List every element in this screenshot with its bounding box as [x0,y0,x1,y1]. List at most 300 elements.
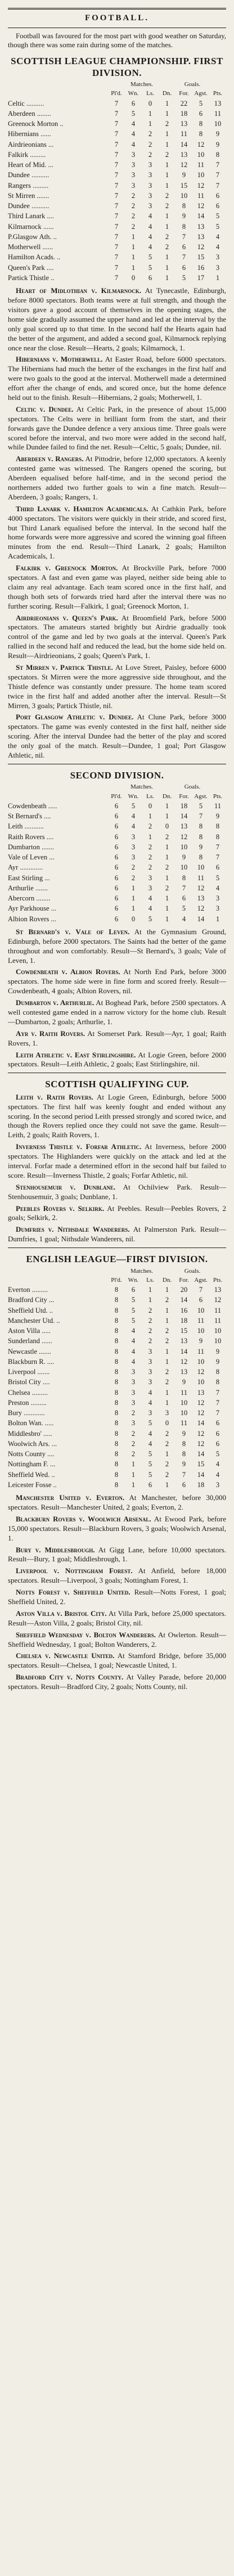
stat-cell: 7 [114,130,119,138]
match-report [8,1588,226,1607]
table-row [8,1346,226,1357]
stat-cell: 11 [197,161,205,169]
stat-cell: 5 [148,1470,152,1479]
stat-cell: 1 [165,212,169,220]
stat-cell: 3 [131,1388,136,1397]
match-text: At Manchester, before 30,000 spectators. Result—Manchester United, 2 goals; Everton, 2. [8,1493,227,1511]
stat-cell: 4 [215,232,220,241]
match-headline: Bury v. Middlesbrough. [16,1545,95,1554]
stat-cell: 6 [114,884,119,892]
table-row [8,811,226,821]
stat-cell: 1 [131,1460,136,1469]
team-name: Sheffield Utd. .. [8,1306,53,1314]
stat-cell: 18 [180,1316,188,1325]
table-row [8,1480,226,1490]
team-name: Vale of Leven ... [8,853,55,862]
stat-cell: 11 [197,873,205,882]
stat-cell: 4 [215,1470,220,1479]
stat-cell: 13 [214,1286,222,1294]
team-name: Everton ......... [8,1286,48,1294]
stat-cell: 3 [131,843,136,851]
stat-cell: 4 [131,1347,136,1355]
stat-cell: 8 [215,1368,220,1376]
stat-cell: 2 [148,843,152,851]
stat-cell: 1 [165,161,169,169]
team-name: Third Lanark .... [8,212,54,220]
stat-cell: 7 [114,161,119,169]
stat-cell: 7 [114,109,119,118]
stat-cell: 3 [131,181,136,190]
match-report [8,1142,226,1181]
team-name: Cowdenbeath ..... [8,801,57,810]
stat-cell: 1 [148,1296,152,1304]
stat-cell: 1 [131,263,136,272]
match-text: At Logie Green, Edinburgh, before 5000 spectators. The first half was keenly fought and ended without any scoring. In the second period Leith pressed strongly and scored twice, and though the Rovers replied once they could not save the game. Result—Leith, 2 goals; Raith Rovers, 1. [8,1092,226,1140]
stat-cell: 5 [131,1306,136,1314]
stat-cell: 6 [215,1419,220,1427]
stat-cell: 9 [182,1460,186,1469]
stat-cell: 2 [148,130,152,138]
stat-cell: 12 [197,140,205,148]
stat-cell: 2 [148,1337,152,1345]
team-name: St Bernard's .... [8,812,51,821]
table-header-row [8,89,226,98]
team-name: Sheffield Wed. .. [8,1470,55,1479]
match-report [8,1651,226,1670]
match-text: At Stamford Bridge, before 35,000 spectators. Result—Chelsea, 1 goal; Newcastle United, 1. [8,1651,227,1670]
stat-cell: 14 [197,915,205,923]
stat-cell: 2 [165,202,169,210]
stat-cell: 9 [182,212,186,220]
match-text: At the Gymnasium Ground, Edinburgh, before 2000 spectators. The Saints had the better of the game throughout and won comfortably. Result—St Bernard's, 3 goals; Vale of Leven, 1. [8,927,226,965]
match-headline: Liverpool v. Nottingham Forest. [16,1566,133,1575]
match-headline: Chelsea v. Newcastle United. [16,1651,115,1660]
stat-cell: 1 [165,181,169,190]
stat-cell: 4 [148,894,152,903]
match-text: At Somerset Park. Result—Ayr, 1 goal; Raith Rovers, 1. [8,1029,226,1047]
stat-cell: 1 [131,894,136,903]
stat-cell: 5 [148,1460,152,1469]
stat-cell: 5 [148,915,152,923]
stat-cell: 2 [165,1337,169,1345]
stat-cell: 7 [114,140,119,148]
team-name: Kilmarnock ...... [8,222,54,231]
stat-cell: 6 [199,109,203,118]
column-header: Agst. [194,792,208,800]
stat-cell: 14 [197,1419,205,1427]
table-group-header [8,80,226,89]
stat-cell: 1 [165,1480,169,1489]
stat-cell: 1 [131,1470,136,1479]
table-row [8,832,226,842]
stat-cell: 6 [215,191,220,200]
match-report [8,1609,226,1628]
column-header: Pts. [213,1276,223,1284]
match-text: At Anfield, before 18,000 spectators. Result—Liverpool, 3 goals; Nottingham Forest, 1. [8,1566,226,1585]
stat-cell: 8 [199,853,203,862]
stat-cell: 2 [148,853,152,862]
stat-cell: 1 [165,253,169,262]
stat-cell: 9 [182,1429,186,1438]
stat-cell: 4 [215,1460,220,1469]
stat-cell: 1 [165,273,169,282]
stat-cell: 3 [131,150,136,159]
match-headline: Bradford City v. Notts County. [16,1673,124,1682]
stat-cell: 4 [148,222,152,231]
stat-cell: 12 [197,1409,205,1417]
stat-cell: 10 [197,1327,205,1335]
stat-cell: 1 [165,1357,169,1366]
table-row [8,263,226,273]
stat-cell: 1 [165,843,169,851]
stat-cell: 1 [131,232,136,241]
stat-cell: 2 [165,150,169,159]
stat-cell: 7 [199,1286,203,1294]
stat-cell: 1 [165,801,169,810]
table-row [8,1449,226,1459]
stat-cell: 1 [148,832,152,841]
match-report [8,1183,226,1202]
stat-cell: 22 [180,99,188,107]
stat-cell: 3 [148,873,152,882]
stat-cell: 2 [131,1439,136,1448]
stat-cell: 7 [114,263,119,272]
column-header: Wn. [128,792,139,800]
stat-cell: 13 [197,1388,205,1397]
stat-cell: 2 [165,863,169,872]
stat-cell: 7 [182,884,186,892]
match-headline: Blackburn Rovers v. Woolwich Arsenal. [16,1514,151,1523]
stat-cell: 10 [197,863,205,872]
column-header: Ls. [146,792,154,800]
stat-cell: 2 [131,863,136,872]
stat-cell: 10 [180,191,188,200]
stat-cell: 6 [182,263,186,272]
team-name: Woolwich Ars. ... [8,1439,57,1448]
stat-cell: 2 [148,140,152,148]
stat-cell: 14 [197,1470,205,1479]
team-name: Abercorn ........ [8,894,51,903]
stat-cell: 3 [131,1398,136,1407]
stat-cell: 8 [215,832,220,841]
table-row [8,873,226,883]
team-name: East Stirling ... [8,873,50,882]
stat-cell: 1 [131,243,136,251]
stat-cell: 1 [131,253,136,262]
stat-cell: 11 [214,801,222,810]
stat-cell: 12 [197,1368,205,1376]
stat-cell: 0 [148,801,152,810]
match-text: At Pittodrie, before 12,000 spectators. A keenly contested game was witnessed. The Rangers opened the scoring, but Aberdeen equalised before half-time, and in the second period the northerners added two further goals to win a fine match. Result—Aberdeen, 3 goals; Rangers, 1. [8,454,226,501]
stat-cell: 6 [215,202,220,210]
team-name: Celtic .......... [8,99,44,107]
stat-cell: 11 [180,130,187,138]
stat-cell: 13 [180,1337,188,1345]
stat-cell: 6 [131,1286,136,1294]
stat-cell: 2 [165,1378,169,1386]
stat-cell: 8 [199,120,203,128]
match-headline: St Mirren v. Partick Thistle. [16,663,113,672]
intro-paragraph: Football was favoured for the most part with good weather on Saturday, though there was some rain during some of the matches. [8,31,226,49]
stat-cell: 2 [148,1327,152,1335]
table-row [8,201,226,211]
stat-cell: 12 [197,904,205,913]
team-name: Heart of Mid. ... [8,161,53,169]
stat-cell: 12 [197,243,205,251]
match-text: At Ochilview Park. Result—Stenhousemuir, 3 goals; Dunblane, 1. [8,1182,226,1201]
stat-cell: 8 [114,1316,119,1325]
stat-cell: 17 [197,273,205,282]
team-name: Dundee .......... [8,202,50,210]
stat-cell: 1 [165,1306,169,1314]
stat-cell: 2 [165,191,169,200]
stat-cell: 6 [114,915,119,923]
sl2-table [8,782,226,924]
stat-cell: 5 [215,873,220,882]
stat-cell: 11 [214,1306,222,1314]
stat-cell: 6 [182,243,186,251]
stat-cell: 2 [165,1296,169,1304]
stat-cell: 4 [215,884,220,892]
stat-cell: 5 [148,253,152,262]
stat-cell: 1 [165,1450,169,1458]
stat-cell: 1 [165,915,169,923]
team-name: Hamilton Acads. .. [8,253,61,262]
stat-cell: 4 [148,1439,152,1448]
table-row [8,160,226,170]
match-headline: Manchester United v. Everton. [16,1493,125,1502]
stat-cell: 6 [182,894,186,903]
table-row [8,1295,226,1305]
stat-cell: 8 [182,1450,186,1458]
match-report [8,286,226,353]
stat-cell: 3 [131,832,136,841]
qual-reports [8,1093,226,1244]
match-text: At Peebles. Result—Peebles Rovers, 2 goals; Selkirk, 2. [8,1204,226,1222]
stat-cell: 5 [131,801,136,810]
stat-cell: 3 [148,161,152,169]
team-name: Raith Rovers .... [8,832,54,841]
column-header: Agst. [194,90,208,97]
stat-cell: 1 [131,1480,136,1489]
column-header: For. [179,1276,189,1284]
match-headline: Falkirk v. Greenock Morton. [16,564,118,573]
match-text: At Love Street, Paisley, before 6000 spectators. St Mirren were the more aggressive side throughout, and the Thistle defence was constantly under pressure. The home team scored twice in the first half and added another after the interval. Result—St Mirren, 3 goals; Partick Thistle, nil. [8,663,226,710]
stat-cell: 2 [131,1429,136,1438]
stat-cell: 3 [148,1409,152,1417]
stat-cell: 1 [215,915,220,923]
stat-cell: 11 [180,1419,187,1427]
stat-cell: 13 [180,1368,188,1376]
stat-cell: 8 [114,1286,119,1294]
team-name: Notts County .... [8,1450,55,1458]
stat-cell: 10 [180,863,188,872]
match-report [8,1673,226,1692]
column-header: For. [179,792,189,800]
stat-cell: 7 [215,843,220,851]
match-text: At Brockville Park, before 7000 spectators. A fast and even game was played, neither side being able to claim any real advantage. Each team scored once in the first half, and though both sets of forwards tried hard after the interval there was no further scoring. Result—Falkirk, 1 goal; Greenock Morton, 1. [8,564,226,610]
match-text: At Inverness, before 2000 spectators. The Highlanders were quickly on the attack and led at the interval. Forfar made a determined effort in the second half but failed to score. Result—Inverness Thistle, 2 goals; Forfar Athletic, nil. [8,1142,226,1179]
match-headline: Heart of Midlothian v. Kilmarnock. [16,286,142,295]
stat-cell: 8 [114,1419,119,1427]
table-row [8,181,226,191]
stat-cell: 2 [165,1460,169,1469]
match-headline: Hibernians v. Motherwell. [16,355,103,364]
column-header: Wn. [128,1276,139,1284]
stat-cell: 8 [114,1439,119,1448]
stat-cell: 2 [148,822,152,831]
stat-cell: 5 [148,1450,152,1458]
stat-cell: 2 [165,1327,169,1335]
table-row [8,1398,226,1408]
match-report [8,1515,226,1543]
stat-cell: 9 [215,1347,220,1355]
stat-cell: 2 [131,1409,136,1417]
stat-cell: 3 [215,904,220,913]
stat-cell: 3 [148,1378,152,1386]
stat-cell: 8 [114,1460,119,1469]
stat-cell: 7 [114,253,119,262]
stat-cell: 12 [197,1429,205,1438]
table-row [8,883,226,893]
stat-cell: 2 [165,120,169,128]
stat-cell: 2 [148,1306,152,1314]
stat-cell: 1 [131,884,136,892]
column-header: Pl'd. [111,90,122,97]
stat-cell: 4 [148,232,152,241]
stat-cell: 7 [199,812,203,821]
table-row [8,852,226,862]
stat-cell: 6 [114,894,119,903]
stat-cell: 1 [165,904,169,913]
stat-cell: 4 [148,1429,152,1438]
stat-cell: 4 [148,904,152,913]
stat-cell: 1 [148,812,152,821]
table-row [8,1439,226,1449]
stat-cell: 6 [182,1480,186,1489]
column-header: Dn. [162,792,172,800]
stat-cell: 14 [197,1450,205,1458]
table-row [8,252,226,262]
stat-cell: 8 [114,1347,119,1355]
stat-cell: 8 [114,1470,119,1479]
sl2-reports [8,927,226,1069]
stat-cell: 1 [165,171,169,179]
stat-cell: 3 [131,171,136,179]
stat-cell: 2 [131,1450,136,1458]
stat-cell: 1 [165,853,169,862]
stat-cell: 10 [214,120,222,128]
stat-cell: 6 [114,873,119,882]
table-row [8,1326,226,1336]
team-name: Preston ......... [8,1398,47,1407]
stat-cell: 7 [114,232,119,241]
stat-cell: 15 [180,1327,188,1335]
stat-cell: 4 [148,1398,152,1407]
team-name: Airdrieonians ... [8,140,54,148]
stat-cell: 2 [131,212,136,220]
stat-cell: 7 [114,273,119,282]
stat-cell: 7 [215,161,220,169]
stat-cell: 5 [148,263,152,272]
stat-cell: 2 [131,202,136,210]
match-text: At North End Park, before 3000 spectators. The home side were in fine form and scored freely. Result—Cowdenbeath, 4 goals; Albion Rovers, nil. [8,967,226,996]
stat-cell: 1 [165,130,169,138]
sl1-reports [8,286,226,760]
match-headline: Notts Forest v. Sheffield United. [16,1588,130,1597]
sl1-table [8,80,226,283]
stat-cell: 8 [114,1327,119,1335]
stat-cell: 2 [148,150,152,159]
stat-cell: 8 [215,150,220,159]
table-row [8,139,226,150]
stat-cell: 3 [165,1409,169,1417]
matches-group-label: Matches. [130,81,153,88]
match-headline: Peebles Rovers v. Selkirk. [16,1204,105,1213]
match-text: At Clune Park, before 3000 spectators. The game was evenly contested in the first half, neither side scoring. After the interval Dundee had the better of the play and scored the only goal of the match. Result—Dundee, 1 goal; Port Glasgow Athletic, nil. [8,713,226,760]
stat-cell: 9 [215,140,220,148]
stat-cell: 14 [197,212,205,220]
team-name: Ayr ............. [8,863,43,872]
stat-cell: 1 [131,904,136,913]
match-text: At Gigg Lane, before 10,000 spectators. Result—Bury, 1 goal; Middlesbrough, 1. [8,1545,226,1564]
el1-table [8,1267,226,1490]
stat-cell: 12 [197,1439,205,1448]
stat-cell: 2 [131,191,136,200]
stat-cell: 10 [197,171,205,179]
stat-cell: 8 [182,1439,186,1448]
column-header: Wn. [128,90,139,97]
stat-cell: 3 [148,191,152,200]
stat-cell: 6 [114,904,119,913]
table-group-header [8,1267,226,1276]
stat-cell: 8 [114,1409,119,1417]
match-report [8,1225,226,1244]
match-report [8,564,226,611]
stat-cell: 11 [197,191,205,200]
table-row [8,893,226,903]
stat-cell: 10 [214,1327,222,1335]
stat-cell: 2 [148,1316,152,1325]
stat-cell: 20 [180,1286,188,1294]
stat-cell: 2 [131,222,136,231]
stat-cell: 8 [215,822,220,831]
stat-cell: 9 [182,853,186,862]
stat-cell: 13 [180,120,188,128]
match-headline: Inverness Thistle v. Forfar Athletic. [16,1142,142,1151]
stat-cell: 7 [182,253,186,262]
table-row [8,129,226,139]
stat-cell: 3 [148,1347,152,1355]
stat-cell: 1 [165,222,169,231]
matches-group-label: Matches. [130,1267,153,1275]
match-headline: Leith Athletic v. East Stirlingshire. [16,1050,136,1059]
goals-group-label: Goals. [184,81,201,88]
stat-cell: 8 [114,1368,119,1376]
stat-cell: 4 [131,1337,136,1345]
stat-cell: 16 [197,263,205,272]
match-report [8,355,226,402]
stat-cell: 4 [182,915,186,923]
team-name: Bristol City .... [8,1378,50,1386]
stat-cell: 5 [131,1296,136,1304]
table-row [8,232,226,242]
table-row [8,801,226,811]
stat-cell: 12 [197,181,205,190]
match-headline: Airdrieonians v. Queen's Park. [16,613,118,622]
goals-group-label: Goals. [184,783,201,791]
table-row [8,119,226,129]
